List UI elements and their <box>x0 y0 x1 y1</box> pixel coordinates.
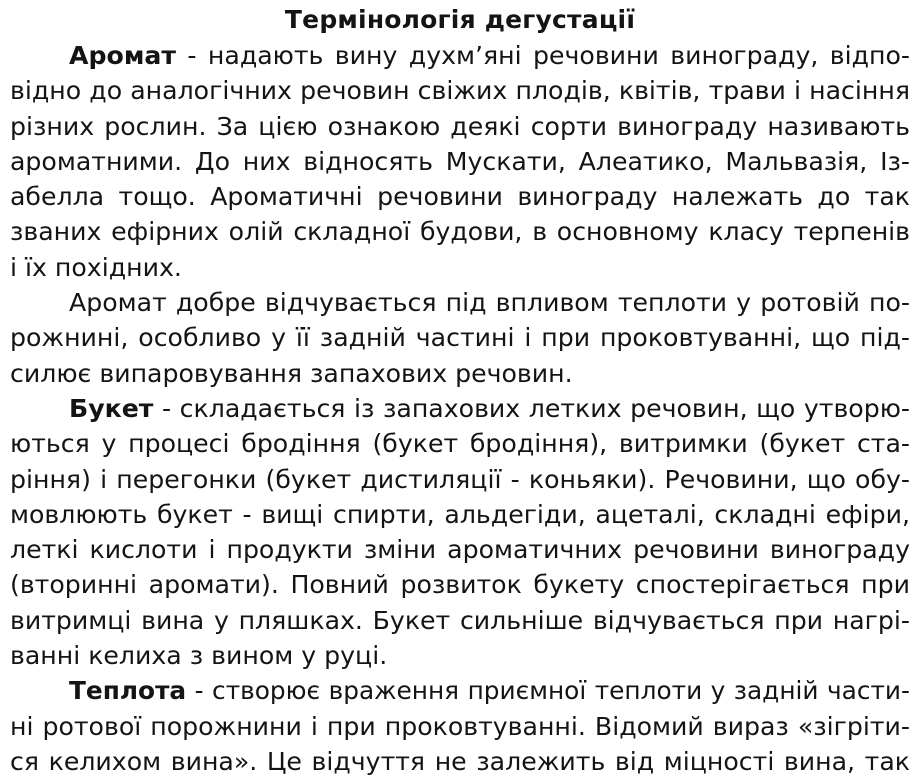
paragraph-line: (вторинні аромати). Повний розвиток букету спостерігається при <box>10 570 910 600</box>
paragraph-line: званих ефірних олій складної будови, в основному класу терпенів <box>10 217 910 247</box>
paragraph-aroma <box>10 38 910 285</box>
paragraph-line: абелла тощо. Ароматичні речовини винограду належать до так <box>10 182 910 212</box>
paragraph-line: ванні келиха з вином у руці. <box>10 641 388 671</box>
paragraph-line <box>10 38 910 73</box>
paragraph-line: різних рослин. За цією ознакою деякі сорти винограду називають <box>10 111 910 141</box>
page-title: Термінологія дегустації <box>284 5 636 34</box>
paragraph-line: леткі кислоти і продукти зміни ароматичних речовини винограду <box>10 535 910 565</box>
paragraph-line <box>10 391 910 426</box>
paragraph-line: мовлюють букет - вищі спирти, альдегіди, ацеталі, складні ефіри, <box>10 499 910 529</box>
paragraph-line: ся келихом вина». Це відчуття не залежить від міцності вина, так <box>10 746 910 776</box>
paragraph-line <box>10 673 910 708</box>
paragraph-bouquet <box>10 391 910 673</box>
term-warmth: Теплота <box>69 676 187 706</box>
definition-text: - створює враження приємної теплоти у задній части- <box>186 676 910 706</box>
document-page <box>10 2 910 779</box>
paragraph-line: відно до аналогічних речовин свіжих плодів, квітів, трави і насіння <box>10 76 910 106</box>
paragraph-line: силює випаровування запахових речовин. <box>10 358 573 388</box>
term-bouquet: Букет <box>69 393 154 423</box>
paragraph-line: і їх похідних. <box>10 252 182 282</box>
paragraph-line: ріння) і перегонки (букет дистиляції - коньяки). Речовини, що обу- <box>10 464 910 494</box>
definition-text: - складається із запахових летких речовин, що утворю- <box>153 393 910 423</box>
paragraph-line: ються у процесі бродіння (букет бродіння), витримки (букет ста- <box>10 429 910 459</box>
paragraph-aroma-perception <box>10 285 910 391</box>
term-aroma: Аромат <box>69 41 177 70</box>
paragraph-line: рожнині, особливо у її задній частині і при проковтуванні, що під- <box>10 323 910 353</box>
paragraph-warmth <box>10 673 910 779</box>
definition-text: - надають вину духм’яні речовини винограду, відпо- <box>176 41 910 70</box>
paragraph-line: ароматними. До них відносять Мускати, Алеатико, Мальвазія, Із- <box>10 146 910 176</box>
paragraph-line: ні ротової порожнини і при проковтуванні. Відомий вираз «зігріти- <box>10 711 910 741</box>
paragraph-line: Аромат добре відчувається під впливом теплоти у ротовій по- <box>69 288 910 318</box>
paragraph-line: витримці вина у пляшках. Букет сильніше відчувається при нагрі- <box>10 605 910 635</box>
